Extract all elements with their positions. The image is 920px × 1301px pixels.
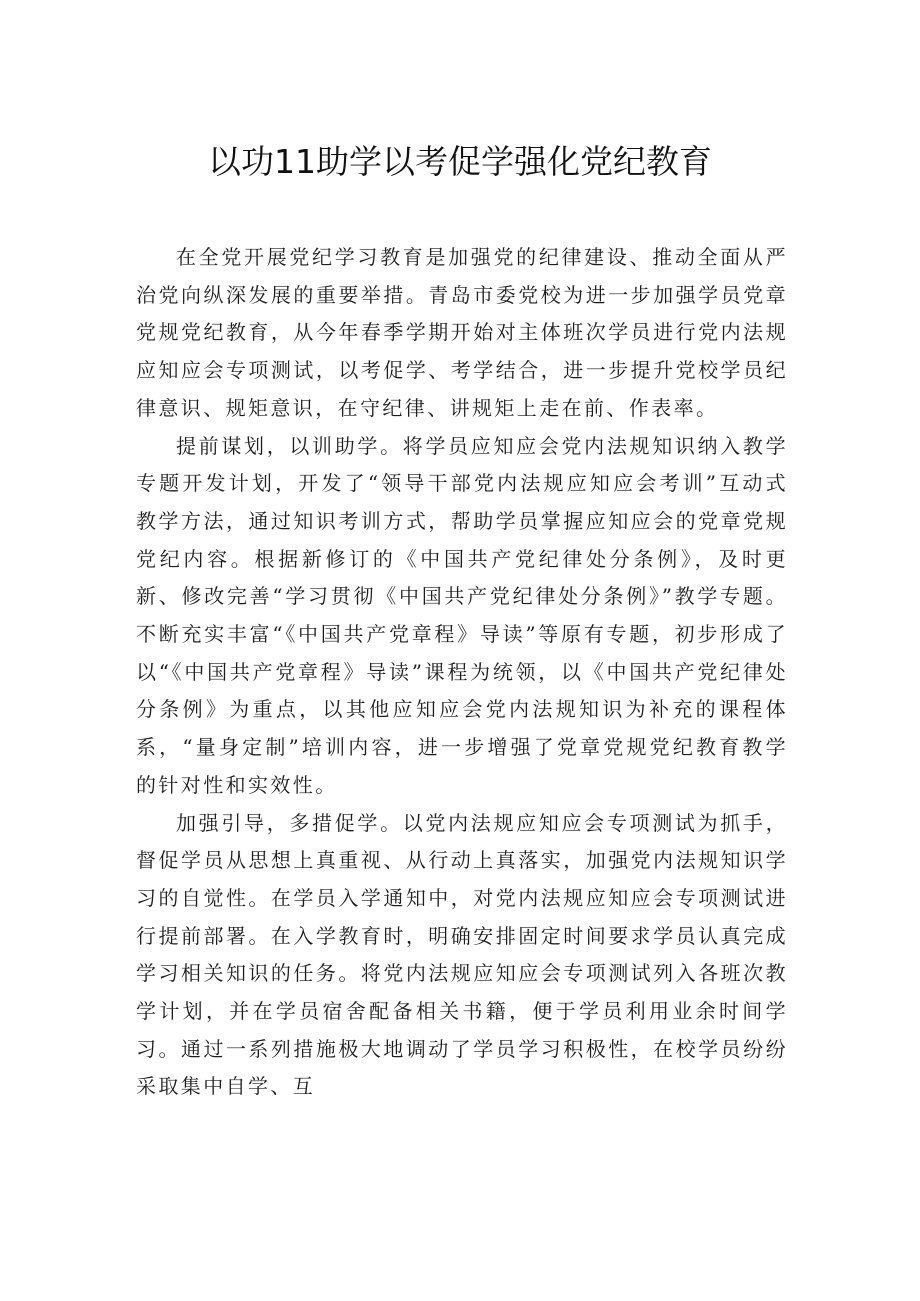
paragraph-intro: 在全党开展党纪学习教育是加强党的纪律建设、推动全面从严治党向纵深发展的重要举措。青岛市委党校为进一步加强学员党章党规党纪教育，从今年春季学期开始对主体班次学员进行党内法规应知应会专项测试，以考促学、考学结合，进一步提升党校学员纪律意识、规矩意识，在守纪律、讲规矩上走在前、作表率。 (136, 245, 788, 420)
document-body (136, 239, 788, 1106)
paragraph-planning: 提前谋划，以训助学。将学员应知应会党内法规知识纳入教学专题开发计划，开发了“领导干部党内法规应知应会考训”互动式教学方法，通过知识考训方式，帮助学员掌握应知应会的党章党规党纪内容。根据新修订的《中国共产党纪律处分条例》，及时更新、修改完善“学习贯彻《中国共产党纪律处分条例》”教学专题。不断充实丰富“《中国共产党章程》导读”等原有专题，初步形成了以“《中国共产党章程》导读”课程为统领，以《中国共产党纪律处分条例》为重点，以其他应知应会党内法规知识为补充的课程体系，“量身定制”培训内容，进一步增强了党章党规党纪教育教学的针对性和实效性。 (136, 433, 788, 797)
paragraph-guidance: 加强引导，多措促学。以党内法规应知应会专项测试为抓手，督促学员从思想上真重视、从行动上真落实，加强党内法规知识学习的自觉性。在学员入学通知中，对党内法规应知应会专项测试进行提前部署。在入学教育时，明确安排固定时间要求学员认真完成学习相关知识的任务。将党内法规应知应会专项测试列入各班次教学计划，并在学员宿舍配备相关书籍，便于学员利用业余时间学习。通过一系列措施极大地调动了学员学习积极性，在校学员纷纷采取集中自学、互 (136, 810, 788, 1099)
document-title: 以功11助学以考促学强化党纪教育 (208, 142, 712, 181)
